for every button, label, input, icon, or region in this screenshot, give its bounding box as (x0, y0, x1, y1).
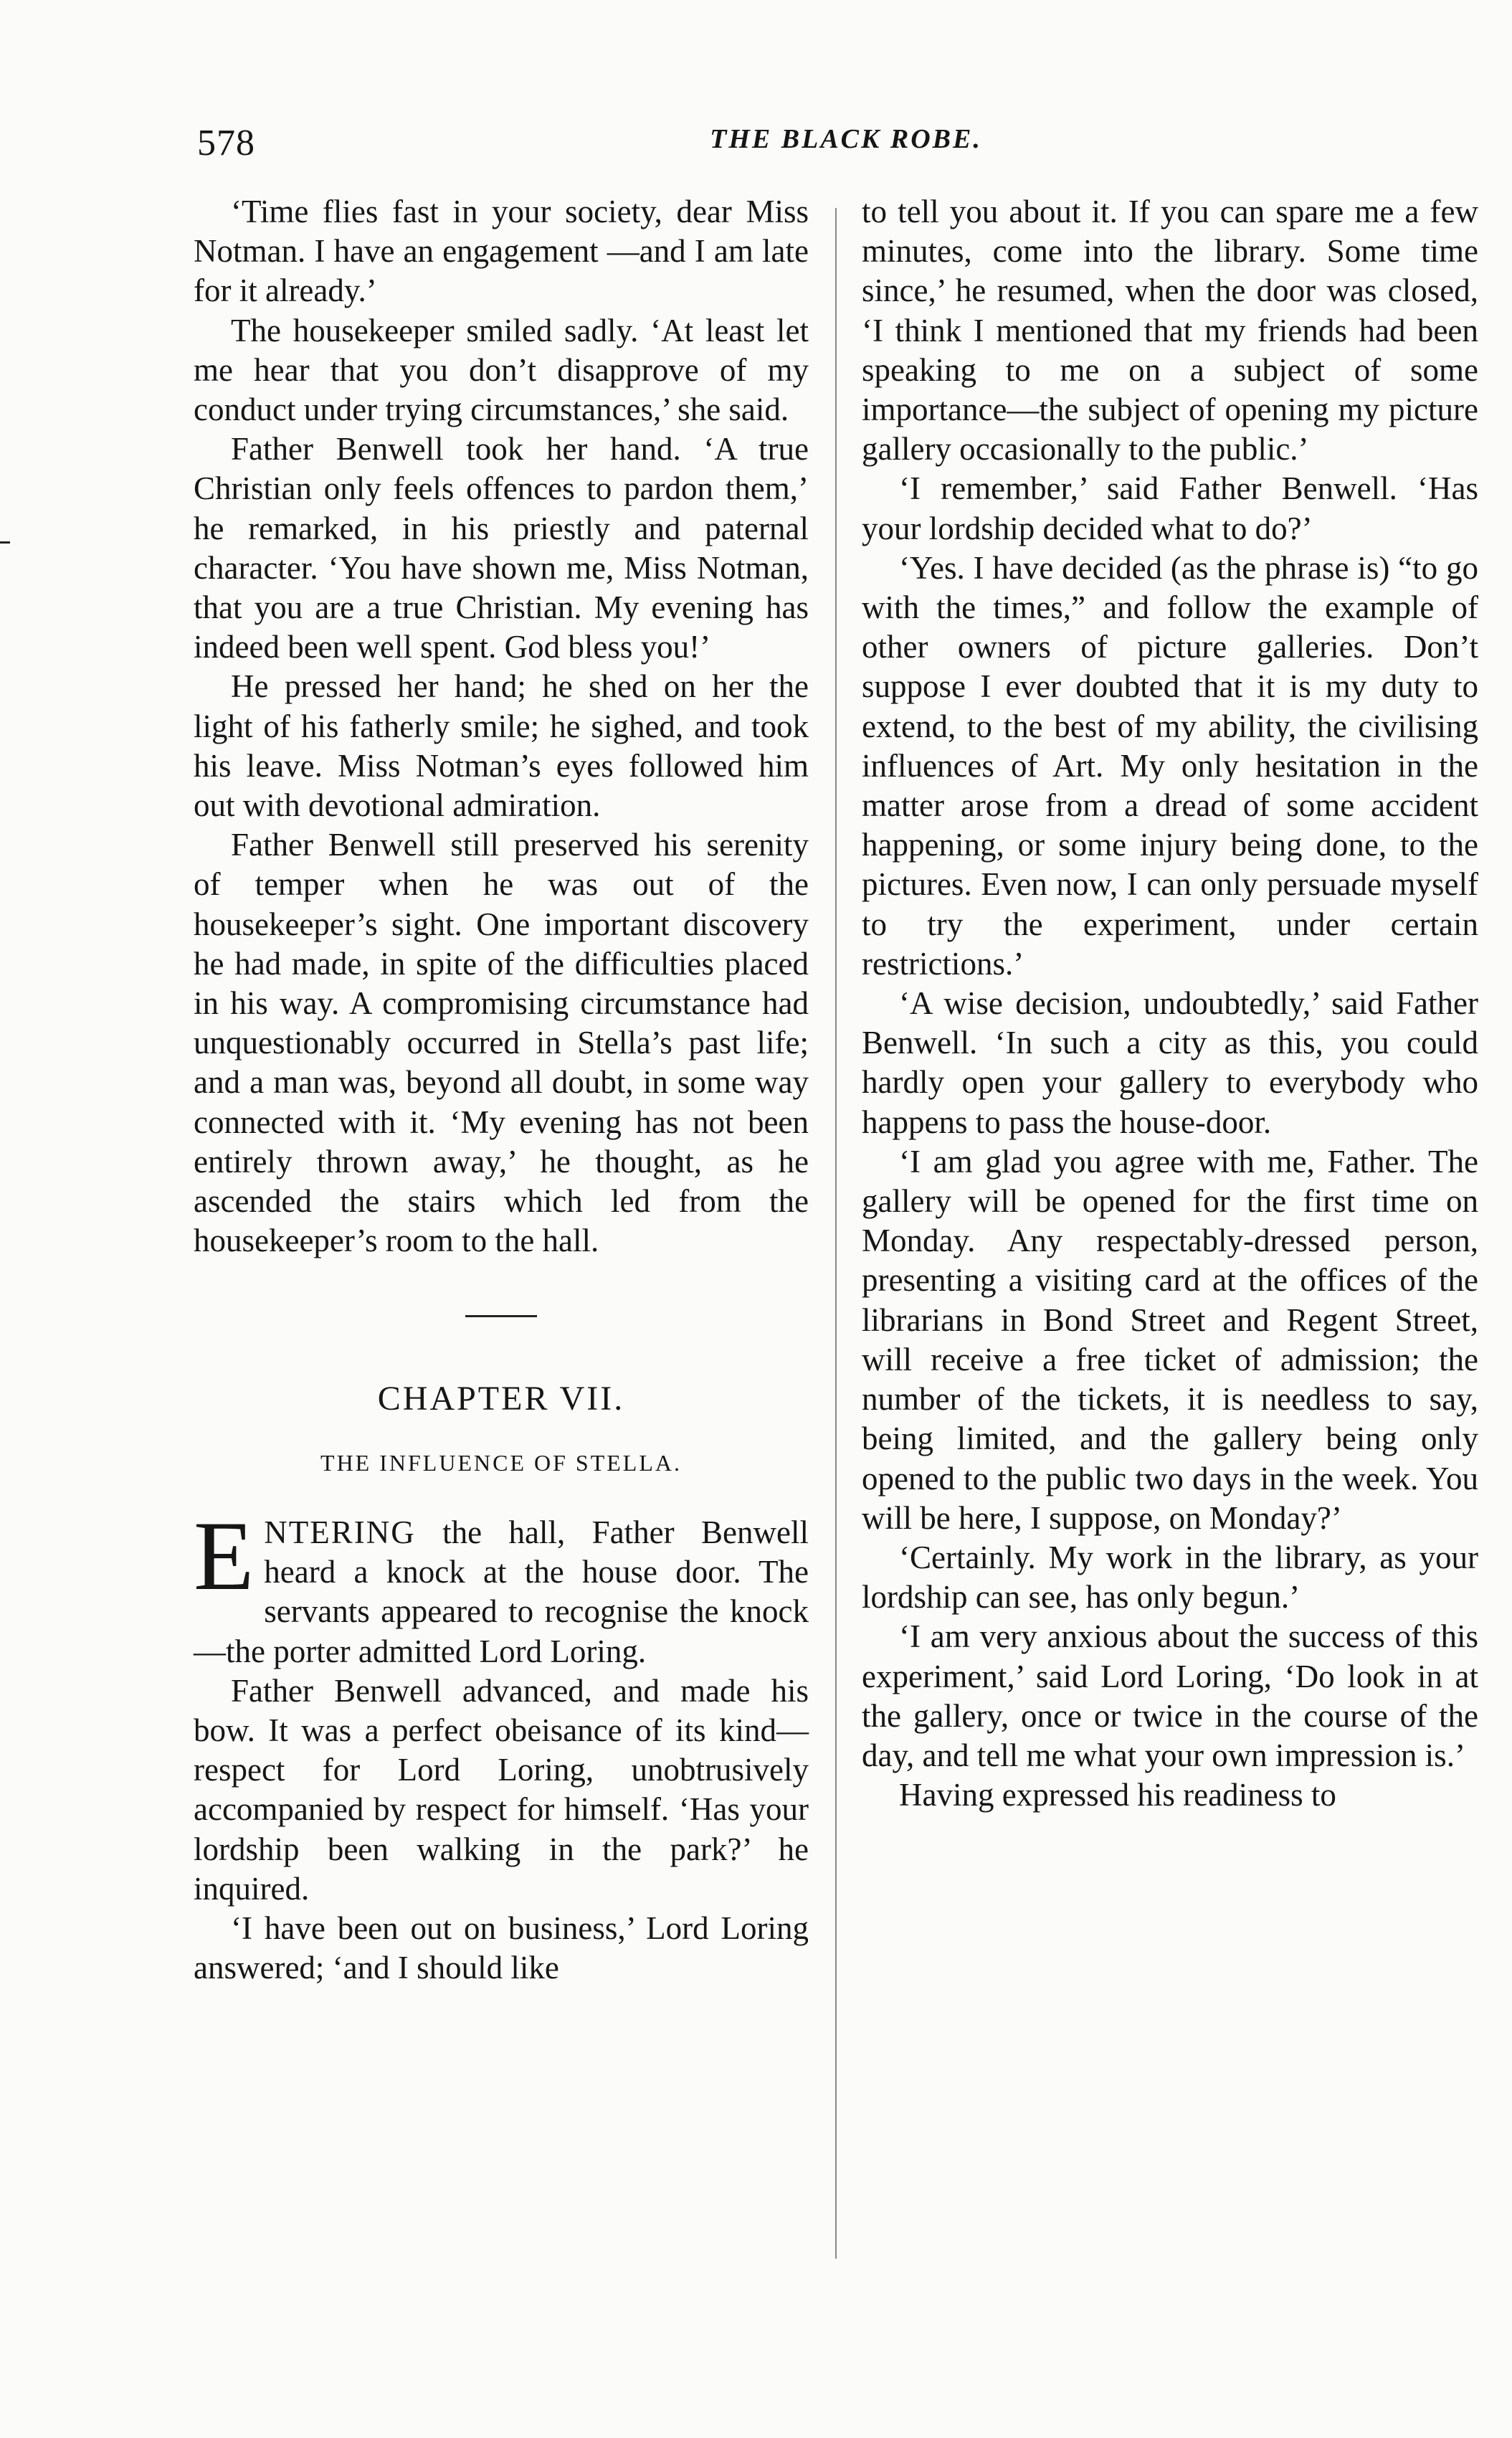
paragraph: ‘Yes. I have decided (as the phrase is) “to go with the times,” and follow the example of other owners of picture galleries. Don’t suppose I ever doubted that it is my duty to extend, to the best of my ability, the civilising influences of Art. My only hesitation in the matter arose from a dread of some accident happening, or some injury being done, to the pictures. Even now, I can only persuade myself to try the experiment, under certain restrictions.’ (862, 549, 1478, 982)
drop-cap: E (194, 1500, 255, 1611)
paragraph: ‘I am very anxious about the success of this experiment,’ said Lord Loring, ‘Do look in at the gallery, once or twice in the course of the day, and tell me what your own impression is.’ (862, 1618, 1478, 1773)
column-divider (835, 208, 837, 2259)
opening-caps: NTERING (264, 1514, 416, 1550)
scan-mark (0, 541, 10, 544)
paragraph: ‘I remember,’ said Father Benwell. ‘Has your lordship decided what to do?’ (862, 470, 1478, 546)
paragraph: Father Benwell took her hand. ‘A true Christian only feels offences to pardon them,’ he remarked, in his priestly and paternal character. ‘You have shown me, Miss Notman, that you are a true Christian. My evening has indeed been well spent. God bless you!’ (194, 431, 809, 665)
paragraph-continued: to tell you about it. If you can spare me a few minutes, come into the library. Some time since,’ he resumed, when the door was closed, ‘I think I mentioned that my friends had been speaking to me on a subject of some importance—the subject of opening my picture gallery occasionally to the public.’ (862, 194, 1478, 468)
paragraph: ‘I am glad you agree with me, Father. The gallery will be opened for the first time on Monday. Any respectably-dressed person, presenting a visiting card at the offices of the librarians in Bond Street and Regent Street, will receive a free ticket of admission; the number of the tickets, it is needless to say, being limited, and the gallery being only opened to the public two days in the week. You will be here, I suppose, on Monday?’ (862, 1143, 1478, 1536)
paragraph: ‘Time flies fast in your society, dear Miss Notman. I have an engagement —and I am late for it already.’ (194, 194, 809, 309)
paragraph: Having expressed his readiness to (899, 1777, 1336, 1813)
chapter-subtitle: THE INFLUENCE OF STELLA. (320, 1449, 682, 1476)
running-head: THE BLACK ROBE. (710, 124, 982, 154)
section-divider (465, 1315, 537, 1317)
paragraph: ‘I have been out on business,’ Lord Loring answered; ‘and I should like (194, 1910, 809, 1986)
chapter-title: CHAPTER VII. (377, 1380, 625, 1418)
paragraph: Father Benwell still preserved his serenity of temper when he was out of the housekeeper’s sight. One important discovery he had made, in spite of the difficulties placed in his way. A compromising circumstance had unquestionably occurred in Stella’s past life; and a man was, beyond all doubt, in some way connected with it. ‘My evening has not been entirely thrown away,’ he thought, as he ascended the stairs which led from the housekeeper’s room to the hall. (194, 827, 809, 1259)
paragraph: Father Benwell advanced, and made his bow. It was a perfect obeisance of its kind—respect for Lord Loring, unobtrusively accompanied by respect for himself. ‘Has your lordship been walking in the park?’ he inquired. (194, 1672, 809, 1907)
page-number: 578 (197, 123, 255, 163)
paragraph: ‘Certainly. My work in the library, as your lordship can see, has only begun.’ (862, 1539, 1478, 1616)
paragraph: The housekeeper smiled sadly. ‘At least let me hear that you don’t disapprove of my conduct under trying circumstances,’ she said. (194, 312, 809, 428)
right-column (862, 192, 1478, 1815)
opening-text: the hall, Father Benwell heard a knock at the house door. The servants appeared to recognise the knock—the porter admitted Lord Loring. (194, 1514, 809, 1669)
chapter-opening-paragraph (194, 1500, 809, 1671)
paragraph: He pressed her hand; he shed on her the light of his fatherly smile; he sighed, and took his leave. Miss Notman’s eyes followed him out with devotional admiration. (194, 668, 809, 824)
left-column (194, 192, 809, 1988)
paragraph: ‘A wise decision, undoubtedly,’ said Father Benwell. ‘In such a city as this, you could hardly open your gallery to everybody who happens to pass the house-door. (862, 985, 1478, 1140)
